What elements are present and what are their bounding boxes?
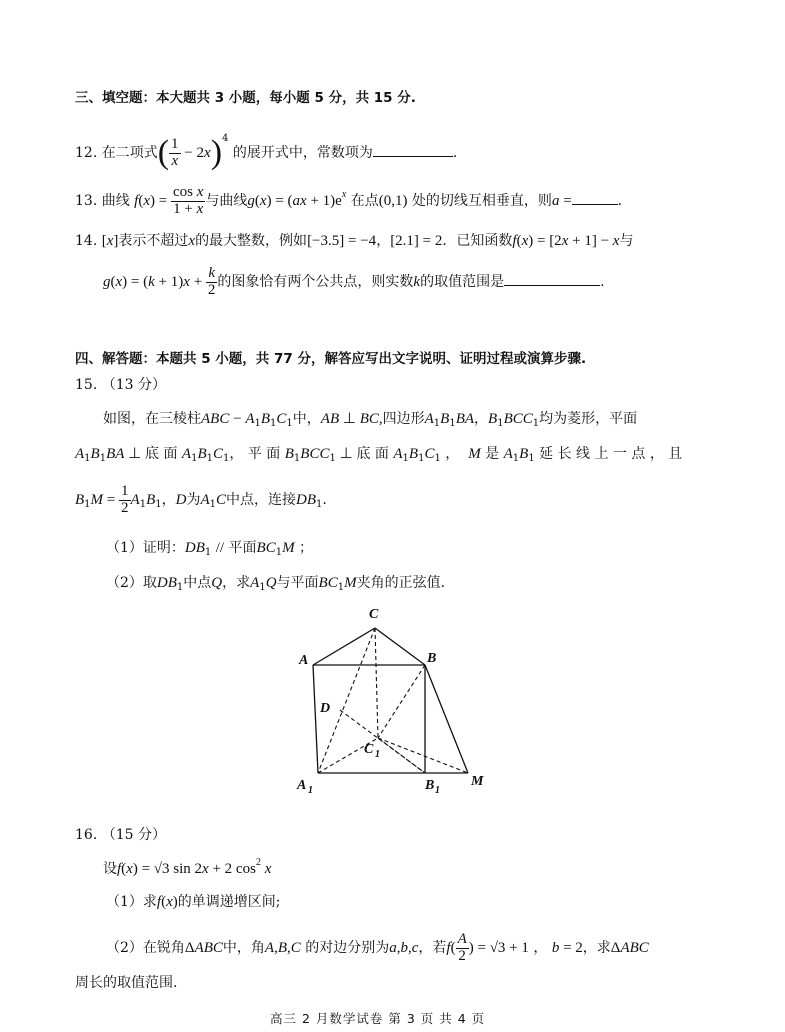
q14-text-6: 的取值范围是 bbox=[420, 274, 505, 290]
q12-number: 12. bbox=[75, 145, 98, 161]
label-A: A bbox=[299, 653, 309, 668]
q13-text-4: 处的切线互相垂直，则 bbox=[411, 193, 552, 209]
q12-text-after: 的展开式中，常数项为 bbox=[232, 145, 373, 161]
q15-header: 15. （13 分） bbox=[75, 377, 166, 393]
question-13: 13. 曲线 f(x) = $\frac{\text{cos x}}{1 + x}$ 与曲线$g(x) = (ax + 1)e^x$ 在点(0,1) 处的切线互相垂直，则a = . bbox=[75, 183, 623, 217]
q16-part2-text-3: 的对边分别为 bbox=[305, 940, 390, 956]
edge-BC1 bbox=[378, 665, 425, 738]
page-footer: 高三 2 月数学试卷 第 3 页 共 4 页 bbox=[270, 1011, 486, 1026]
q16-part2-text-4: ，若 bbox=[418, 940, 447, 956]
section4-title: 四、解答题：本题共 5 小题，共 77 分，解答应写出文字说明、证明过程或演算步骤. bbox=[75, 351, 587, 367]
q13-text-3: 在点 bbox=[350, 193, 379, 209]
edge-BM bbox=[425, 665, 468, 773]
q13-text-2: 与曲线 bbox=[205, 193, 248, 209]
q15-part2: （2）取$DB_1$中点Q，求$A_1Q$与平面$BC_1M$夹角的正弦值. bbox=[106, 575, 446, 593]
q16-part2: （2）在锐角ΔABC中，角A,B,C 的对边分别为a,b,c，若f( $\frac{A}{2}$ ) = √3 + 1 ， b = 2，求ΔABC bbox=[106, 930, 649, 964]
q15-text-11: 中点，连接 bbox=[226, 492, 297, 508]
q15-text-5: 底 面 bbox=[145, 446, 178, 462]
section3-title: 三、填空题：本大题共 3 小题，每小题 5 分，共 15 分. bbox=[75, 90, 416, 106]
prism-figure bbox=[290, 600, 500, 800]
q16-header: 16. （15 分） bbox=[75, 827, 166, 843]
q15-part1-text-1: （1）证明： bbox=[106, 540, 185, 556]
label-B1: B bbox=[425, 778, 435, 793]
label-B: B bbox=[427, 651, 437, 666]
edge-CB bbox=[375, 628, 425, 665]
edge-C1B1 bbox=[378, 738, 425, 773]
edge-AC bbox=[313, 628, 375, 665]
q12-answer-blank[interactable] bbox=[373, 156, 453, 157]
q16-part1-text-2: 的单调递增区间; bbox=[177, 894, 281, 910]
edge-AA1 bbox=[313, 665, 318, 773]
q16-part1: （1）求f(x)的单调递增区间; bbox=[106, 894, 281, 910]
label-M: M bbox=[471, 774, 484, 789]
edge-CC1 bbox=[375, 628, 378, 738]
label-A1: A bbox=[297, 778, 307, 793]
q15-part2-text-4: 与平面 bbox=[276, 575, 319, 591]
q13-number: 13. bbox=[75, 193, 98, 209]
q14-number: 14. bbox=[75, 233, 98, 249]
q15-part2-text-2: 中点 bbox=[183, 575, 212, 591]
q14-text-2: 的最大整数，例如 bbox=[195, 233, 308, 249]
q15-part1: （1）证明：$DB_1$ // 平面$BC_1M$ ； bbox=[106, 540, 314, 558]
q16-text-1: 设 bbox=[103, 861, 117, 877]
q15-part2-text-1: （2）取 bbox=[106, 575, 157, 591]
q15-part2-text-5: 夹角的正弦值. bbox=[356, 575, 446, 591]
q15-text-7: 底 面 bbox=[356, 446, 389, 462]
question-14-line2: g(x) = (k + 1)x + $\frac{k}{2}$ 的图象恰有两个公共点，则实数k的取值范围是 . bbox=[103, 264, 605, 298]
question-14-line1: 14. [x]表示不超过x的最大整数，例如[−3.5] = −4，[2.1] = 2．已知函数f(x) = [2x + 1] − x与 bbox=[75, 233, 634, 249]
question-12: 12. 在二项式( $\frac{1}{x}$ − 2x)$^4$ 的展开式中，常数项为 . bbox=[75, 133, 458, 171]
label-C1: C bbox=[364, 742, 374, 757]
q15-text-4: 均为菱形，平面 bbox=[539, 411, 638, 427]
q14-answer-blank[interactable] bbox=[504, 285, 600, 286]
q16-line1: 设f(x) = √3 sin 2x + 2 $\cos^2 x$ bbox=[103, 857, 272, 877]
q13-text-1: 曲线 bbox=[101, 193, 130, 209]
q15-text-10: 为 bbox=[186, 492, 201, 508]
label-C: C bbox=[369, 607, 379, 622]
q15-line2: $A_1B_1BA$ ⊥ 底 面 $A_1B_1C_1$， 平 面 $B_1BCC_1$ ⊥ 底 面 $A_1B_1C_1$ ， M 是 $A_1B_1$ 延 长 线 上 一 点 ， 且 bbox=[75, 446, 683, 464]
q16-part2-cont: 周长的取值范围. bbox=[75, 975, 178, 991]
q15-part2-text-3: ，求 bbox=[222, 575, 251, 591]
q15-line3: $B_1M$ = $\frac{1}{2}$ $A_1B_1$，D为$A_1C$中点，连接$DB_1$. bbox=[75, 482, 327, 516]
q13-answer-blank[interactable] bbox=[572, 204, 618, 205]
q15-text-9: 延 长 线 上 一 点 ， 且 bbox=[539, 446, 683, 462]
q14-text-1: 表示不超过 bbox=[118, 233, 189, 249]
label-C1-subscript: 1 bbox=[375, 749, 380, 760]
q15-text-6: ， 平 面 bbox=[229, 446, 281, 462]
q15-text-2: 中， bbox=[292, 411, 321, 427]
q16-part2-text-5: ，求 bbox=[582, 940, 611, 956]
label-A1-subscript: 1 bbox=[308, 785, 313, 796]
q14-text-3: ．已知函数 bbox=[442, 233, 513, 249]
q16-part2-text-1: （2）在锐角 bbox=[106, 940, 185, 956]
q15-text-1: 如图，在三棱柱 bbox=[103, 411, 201, 427]
q15-text-8: 是 bbox=[485, 446, 500, 462]
q15-part1-text-2: 平面 bbox=[228, 540, 257, 556]
q14-text-5: 的图象恰有两个公共点，则实数 bbox=[217, 274, 414, 290]
label-D: D bbox=[320, 701, 331, 716]
edge-C1M bbox=[378, 738, 468, 773]
q15-text-3: 四边形 bbox=[382, 411, 425, 427]
q16-part1-text-1: （1）求 bbox=[106, 894, 157, 910]
label-B1-subscript: 1 bbox=[435, 785, 440, 796]
q12-text-before: 在二项式 bbox=[101, 145, 158, 161]
q14-text-4: 与 bbox=[619, 233, 634, 249]
q15-line1: 如图，在三棱柱ABC − $A_1B_1C_1$中，AB ⊥ BC,四边形$A_1B_1BA$，$B_1BCC_1$均为菱形，平面 bbox=[103, 411, 638, 429]
q16-part2-text-2: 中，角 bbox=[222, 940, 265, 956]
